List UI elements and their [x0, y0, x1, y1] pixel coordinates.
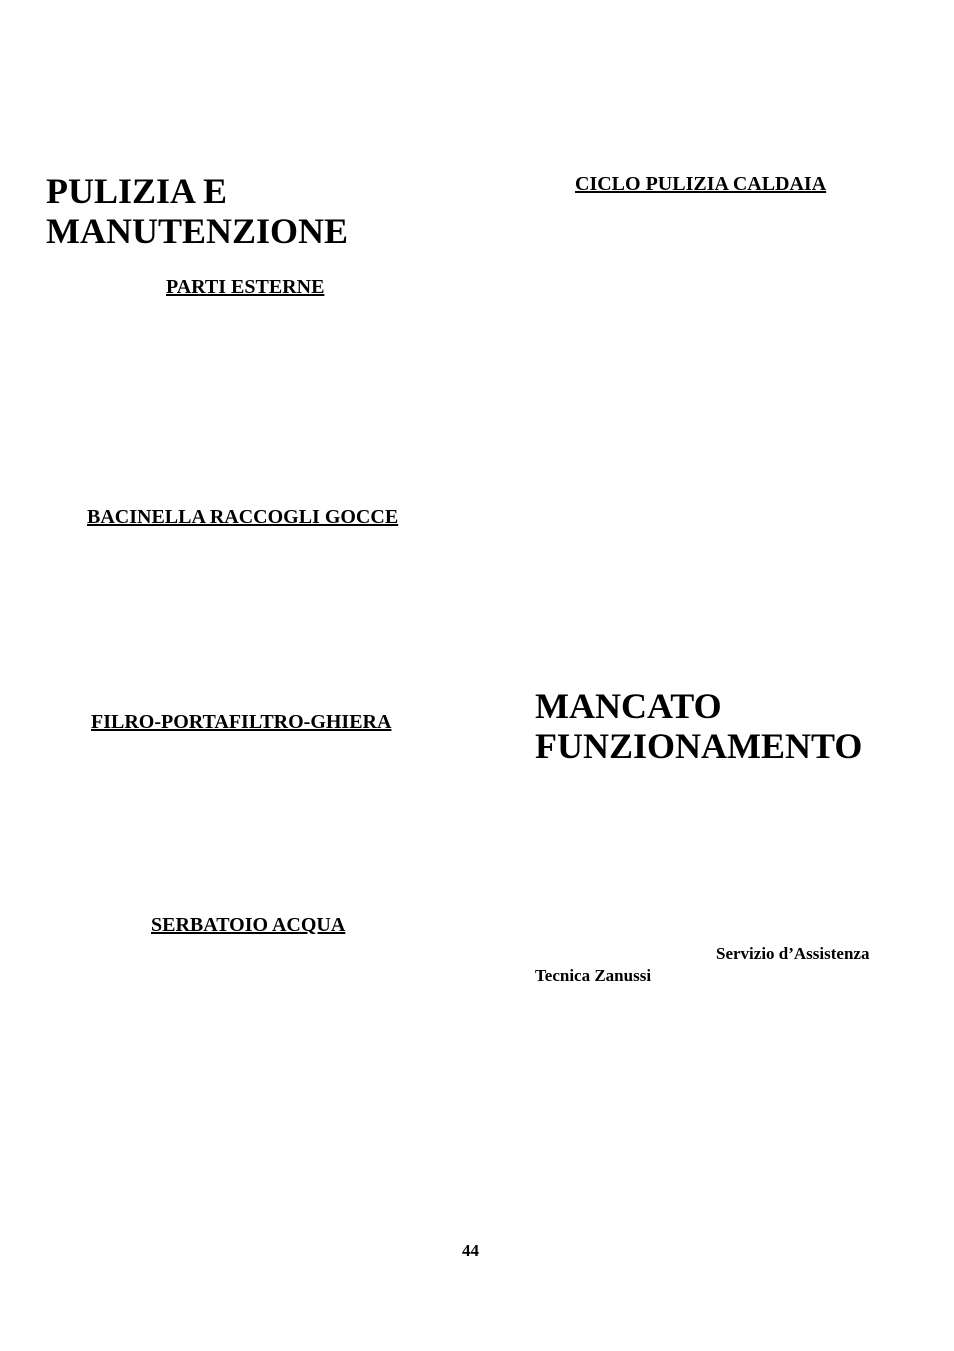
boiler-cleaning-heading: CICLO PULIZIA CALDAIA — [575, 173, 827, 195]
malfunction-title — [535, 686, 862, 766]
drip-tray-heading: BACINELLA RACCOGLI GOCCE — [87, 506, 399, 528]
title-line-2: MANUTENZIONE — [46, 211, 349, 251]
cleaning-maintenance-title — [46, 171, 348, 251]
external-parts-heading: PARTI ESTERNE — [166, 276, 325, 298]
page-number: 44 — [462, 1241, 479, 1260]
malfunction-line-1: MANCATO — [535, 686, 722, 726]
service-text-line-1: Servizio d’Assistenza — [716, 944, 870, 963]
water-tank-heading: SERBATOIO ACQUA — [151, 914, 346, 936]
malfunction-line-2: FUNZIONAMENTO — [535, 726, 863, 766]
service-text-line-2: Tecnica Zanussi — [535, 966, 652, 985]
title-line-1: PULIZIA E — [46, 171, 228, 211]
filter-holder-heading: FILRO-PORTAFILTRO-GHIERA — [91, 711, 392, 733]
